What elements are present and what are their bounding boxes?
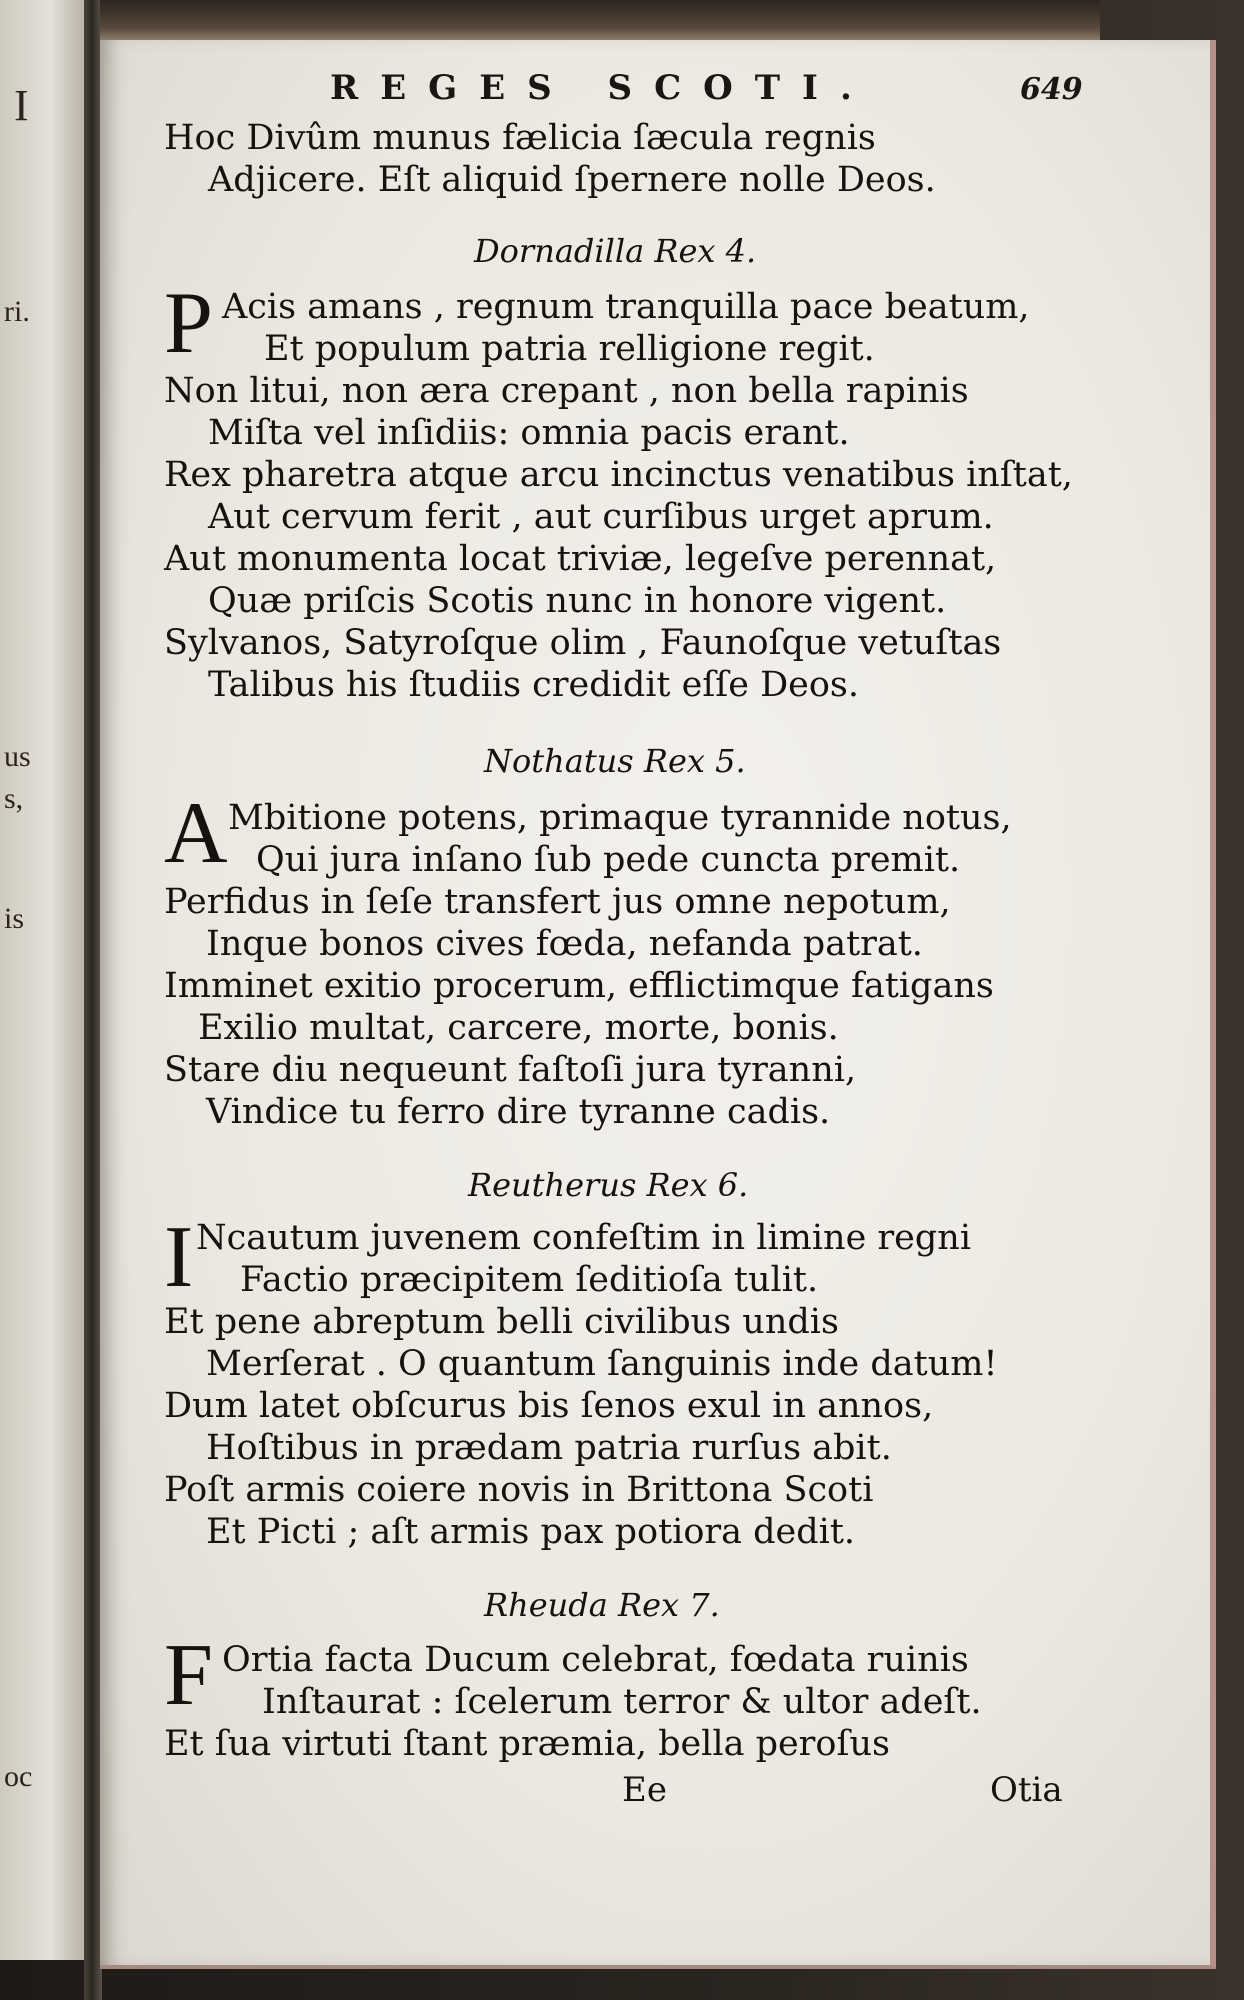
verse-line: Non litui, non æra crepant , non bella rapinis — [164, 371, 969, 411]
verse-line: Aut cervum ferit , aut curſibus urget aprum. — [208, 497, 994, 537]
verse-line: Acis amans , regnum tranquilla pace beatum, — [222, 287, 1030, 327]
edge-fragment: ri. — [4, 295, 30, 328]
catchword: Otia — [990, 1770, 1063, 1810]
verse-line: Qui jura inſano ſub pede cuncta premit. — [256, 840, 961, 880]
drop-cap: F — [164, 1627, 213, 1724]
verse-line: Ortia facta Ducum celebrat, fœdata ruinis — [222, 1640, 969, 1680]
verse-line: Adjicere. Eſt aliquid ſpernere nolle Deos. — [208, 160, 936, 200]
edge-fragment: oc — [4, 1760, 33, 1793]
verse-line: Dum latet obſcurus bis ſenos exul in annos, — [164, 1386, 934, 1426]
verse-line: Poſt armis coiere novis in Brittona Scoti — [164, 1470, 874, 1510]
verse-line: Vindice tu ferro dire tyranne cadis. — [206, 1092, 831, 1132]
drop-cap: I — [164, 1209, 194, 1306]
running-head: REGES SCOTI. — [330, 68, 874, 108]
edge-fragment: is — [4, 902, 25, 935]
verse-line: Perfidus in ſeſe transfert jus omne nepotum, — [164, 882, 951, 922]
verse-line: Sylvanos, Satyroſque olim , Faunoſque vetuſtas — [164, 623, 1002, 663]
verse-line: Et pene abreptum belli civilibus undis — [164, 1302, 839, 1342]
edge-fragment: us — [4, 740, 31, 773]
verse-line: Quæ priſcis Scotis nunc in honore vigent. — [208, 581, 947, 621]
verse-line: Merſerat . O quantum ſanguinis inde datum! — [206, 1344, 998, 1384]
verse-line: Exilio multat, carcere, morte, bonis. — [198, 1008, 839, 1048]
verse-line: Aut monumenta locat triviæ, legeſve perennat, — [164, 539, 997, 579]
verse-line: Inſtaurat : ſcelerum terror & ultor adeſt. — [262, 1682, 982, 1722]
previous-page-edge — [0, 0, 86, 1960]
verse-line: Imminet exitio procerum, efflictimque fatigans — [164, 966, 994, 1006]
section-heading: Nothatus Rex 5. — [484, 742, 746, 780]
verse-line: Ncautum juvenem confeſtim in limine regni — [196, 1218, 972, 1258]
verse-line: Hoc Divûm munus fælicia ſæcula regnis — [164, 118, 876, 158]
verse-line: Miſta vel inſidiis: omnia pacis erant. — [208, 413, 850, 453]
edge-fragment: I — [14, 81, 29, 130]
verse-line: Et Picti ; aſt armis pax potiora dedit. — [206, 1512, 856, 1552]
section-heading: Dornadilla Rex 4. — [474, 232, 757, 270]
verse-line: Hoſtibus in prædam patria rurſus abit. — [206, 1428, 892, 1468]
top-binding-strip — [100, 0, 1100, 40]
section-heading: Rheuda Rex 7. — [484, 1586, 720, 1624]
verse-line: Et populum patria relligione regit. — [264, 329, 875, 369]
verse-line: Factio præcipitem ſeditioſa tulit. — [240, 1260, 819, 1300]
verse-line: Mbitione potens, primaque tyrannide notus, — [228, 798, 1012, 838]
drop-cap: P — [164, 275, 213, 372]
verse-line: Et ſua virtuti ſtant præmia, bella peroſus — [164, 1724, 890, 1764]
verse-line: Talibus his ſtudiis credidit eſſe Deos. — [208, 665, 860, 705]
signature-mark: Ee — [622, 1770, 667, 1810]
drop-cap: A — [164, 785, 228, 882]
verse-line: Inque bonos cives fœda, nefanda patrat. — [206, 924, 923, 964]
page-number: 649 — [1020, 72, 1083, 107]
verse-line: Rex pharetra atque arcu incinctus venatibus inſtat, — [164, 455, 1073, 495]
edge-fragment: s, — [4, 782, 24, 815]
verse-line: Stare diu nequeunt faſtoſi jura tyranni, — [164, 1050, 857, 1090]
section-heading: Reutherus Rex 6. — [468, 1166, 749, 1204]
